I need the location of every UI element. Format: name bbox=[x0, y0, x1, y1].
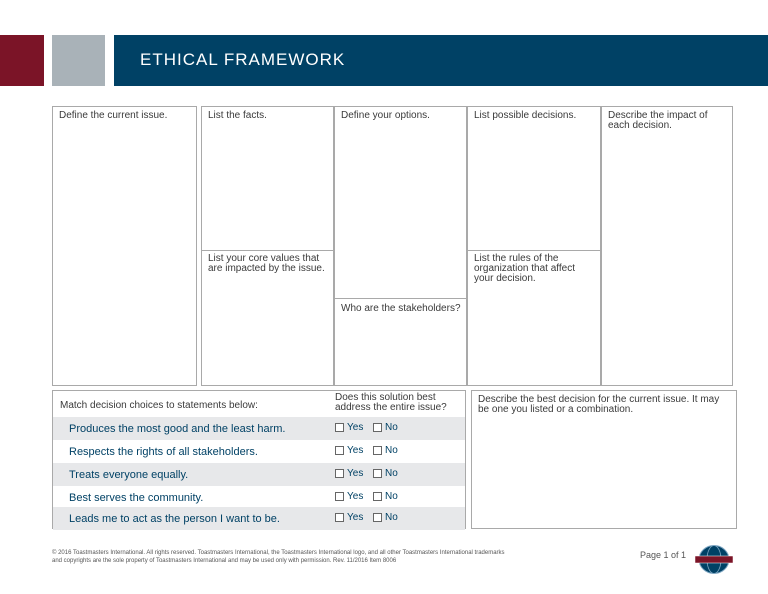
options-divider bbox=[335, 298, 466, 299]
options-stakeholders-box bbox=[334, 106, 467, 386]
facts-values-box bbox=[201, 106, 334, 386]
statement-text: Best serves the community. bbox=[69, 492, 204, 504]
decisions-divider bbox=[468, 250, 600, 251]
best-decision-label: Describe the best decision for the current issue. It may be one you listed or a combination. bbox=[478, 394, 720, 415]
checkbox-icon[interactable] bbox=[335, 492, 344, 501]
table-row bbox=[53, 440, 465, 463]
checkbox-icon[interactable] bbox=[373, 469, 382, 478]
checkbox-icon[interactable] bbox=[373, 492, 382, 501]
accent-block-red bbox=[0, 35, 44, 86]
table-row bbox=[53, 486, 465, 509]
no-option[interactable] bbox=[373, 491, 398, 502]
checkbox-icon[interactable] bbox=[373, 423, 382, 432]
statement-text: Respects the rights of all stakeholders. bbox=[69, 446, 258, 458]
table-row bbox=[53, 507, 465, 530]
no-label: No bbox=[385, 422, 398, 433]
checkbox-icon[interactable] bbox=[335, 446, 344, 455]
page-number: Page 1 of 1 bbox=[640, 550, 687, 560]
no-label: No bbox=[385, 445, 398, 456]
define-options-label: Define your options. bbox=[341, 110, 430, 121]
footer-line-2: and copyrights are the sole property of Toastmasters International and may be used only with permission. Rev. 11/2016 Item 8006 bbox=[52, 558, 397, 564]
no-option[interactable] bbox=[373, 422, 398, 433]
org-rules-label: List the rules of the organization that affect your decision. bbox=[474, 253, 575, 284]
no-option[interactable] bbox=[373, 468, 398, 479]
decisions-rules-box bbox=[467, 106, 601, 386]
define-issue-label: Define the current issue. bbox=[59, 110, 168, 121]
checkbox-icon[interactable] bbox=[335, 469, 344, 478]
accent-block-gray bbox=[52, 35, 105, 86]
statement-text: Treats everyone equally. bbox=[69, 469, 189, 481]
describe-impact-label: Describe the impact of each decision. bbox=[608, 110, 708, 131]
match-table bbox=[52, 390, 466, 529]
list-facts-label: List the facts. bbox=[208, 110, 267, 121]
statement-text: Leads me to act as the person I want to be. bbox=[69, 513, 280, 525]
yes-label: Yes bbox=[347, 422, 364, 433]
match-table-header bbox=[53, 391, 465, 417]
footer-copyright bbox=[52, 549, 612, 565]
yes-label: Yes bbox=[347, 468, 364, 479]
yes-label: Yes bbox=[347, 491, 364, 502]
checkbox-icon[interactable] bbox=[335, 513, 344, 522]
yes-label: Yes bbox=[347, 445, 364, 456]
checkbox-icon[interactable] bbox=[373, 513, 382, 522]
yes-option[interactable] bbox=[335, 512, 363, 523]
yes-option[interactable] bbox=[335, 491, 363, 502]
match-table-header-right: Does this solution best address the entire issue? bbox=[335, 392, 447, 413]
match-table-header-left: Match decision choices to statements below: bbox=[60, 400, 258, 411]
impact-box[interactable] bbox=[601, 106, 733, 386]
title-bar bbox=[114, 35, 768, 86]
no-label: No bbox=[385, 468, 398, 479]
table-row bbox=[53, 463, 465, 486]
yes-option[interactable] bbox=[335, 422, 363, 433]
statement-text: Produces the most good and the least harm. bbox=[69, 423, 286, 435]
best-decision-box[interactable] bbox=[471, 390, 737, 529]
stakeholders-label: Who are the stakeholders? bbox=[341, 303, 461, 314]
possible-decisions-label: List possible decisions. bbox=[474, 110, 577, 121]
yes-option[interactable] bbox=[335, 468, 363, 479]
toastmasters-globe-icon bbox=[694, 543, 734, 576]
table-row bbox=[53, 417, 465, 440]
no-option[interactable] bbox=[373, 445, 398, 456]
define-issue-box[interactable] bbox=[52, 106, 197, 386]
footer-line-1: © 2016 Toastmasters International. All rights reserved. Toastmasters International, the Toastmasters International logo, and all other Toastmasters International trademarks bbox=[52, 550, 505, 556]
core-values-label: List your core values that are impacted by the issue. bbox=[208, 253, 325, 274]
checkbox-icon[interactable] bbox=[335, 423, 344, 432]
yes-option[interactable] bbox=[335, 445, 363, 456]
yes-label: Yes bbox=[347, 512, 364, 523]
page-title: ETHICAL FRAMEWORK bbox=[140, 50, 346, 69]
checkbox-icon[interactable] bbox=[373, 446, 382, 455]
no-label: No bbox=[385, 491, 398, 502]
no-option[interactable] bbox=[373, 512, 398, 523]
facts-divider bbox=[202, 250, 333, 251]
no-label: No bbox=[385, 512, 398, 523]
